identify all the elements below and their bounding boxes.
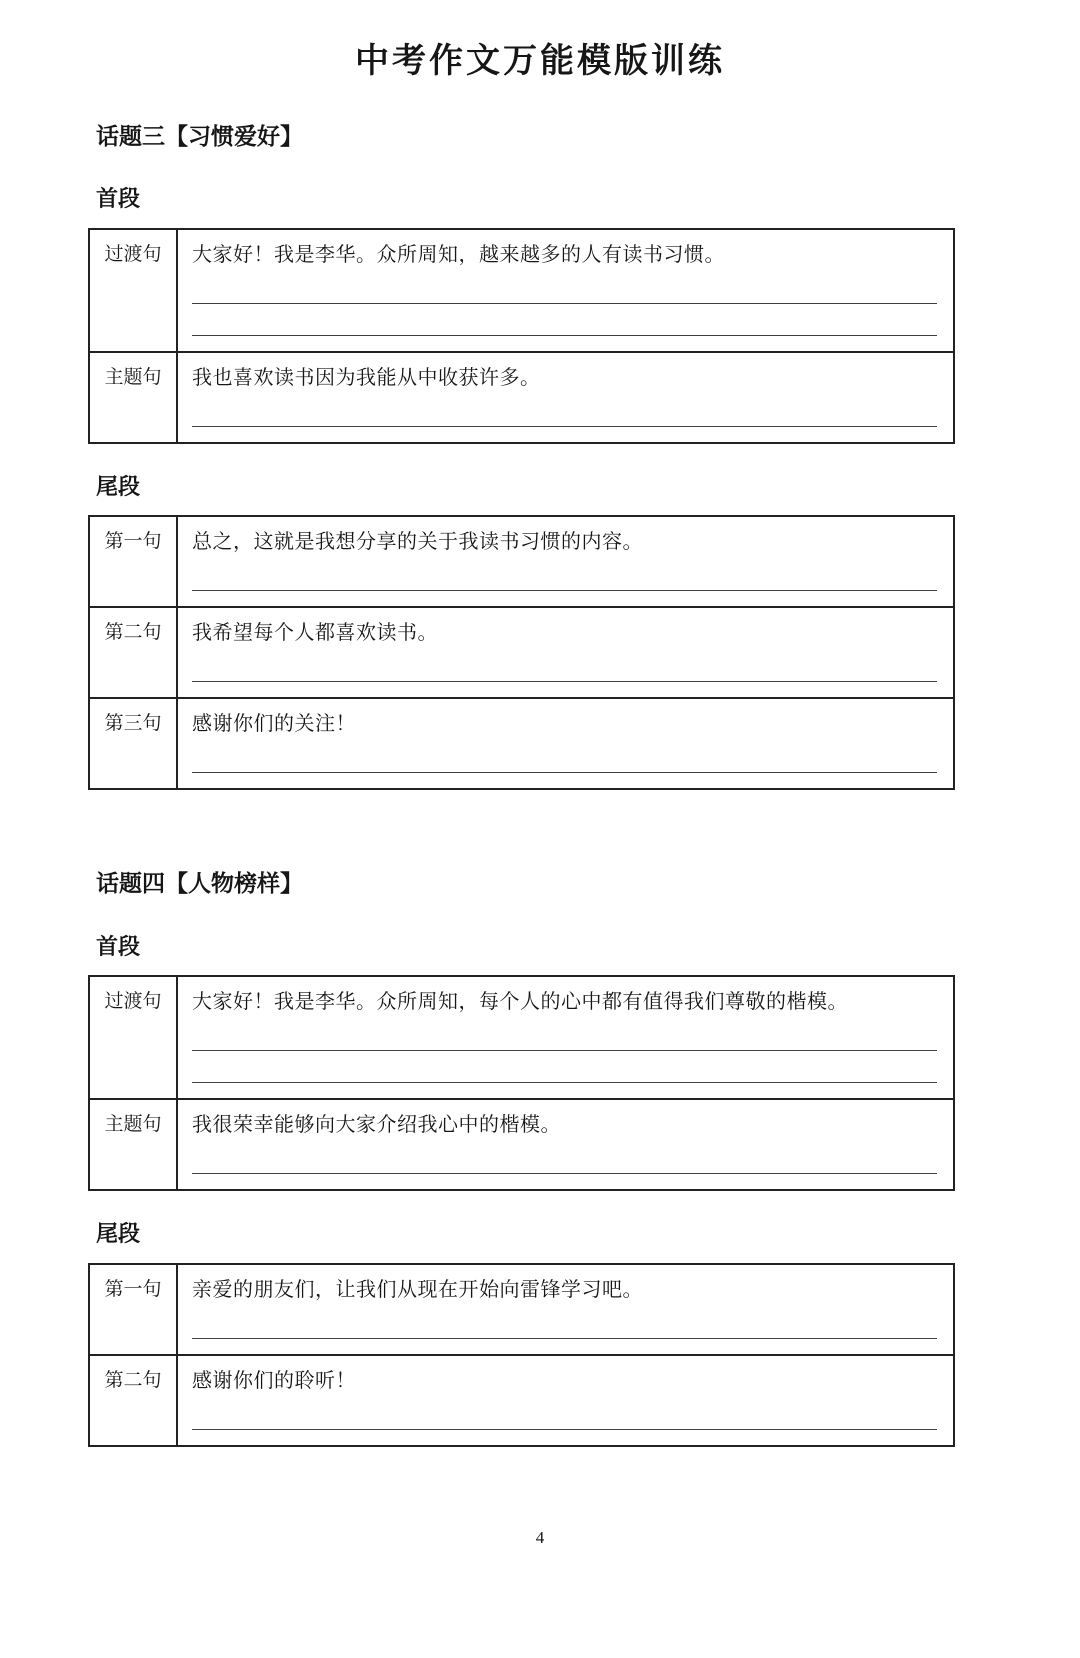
writing-line bbox=[192, 335, 937, 336]
subsection-heading-opening: 首段 bbox=[96, 186, 141, 212]
table-row bbox=[90, 1100, 953, 1189]
sentence-table-topic3-closing bbox=[88, 515, 955, 790]
row-label: 过渡句 bbox=[90, 977, 178, 1098]
sentence-text: 我也喜欢读书因为我能从中收获许多。 bbox=[192, 366, 541, 389]
row-label: 第一句 bbox=[90, 517, 178, 606]
writing-line bbox=[192, 1082, 937, 1083]
writing-line bbox=[192, 590, 937, 591]
subsection-heading-closing: 尾段 bbox=[96, 473, 141, 499]
writing-line bbox=[192, 772, 937, 773]
row-label: 第一句 bbox=[90, 1265, 178, 1354]
sentence-text: 感谢你们的关注！ bbox=[192, 713, 356, 736]
row-label: 第三句 bbox=[90, 699, 178, 788]
writing-line bbox=[192, 1050, 937, 1051]
table-row bbox=[90, 230, 953, 353]
sentence-text: 大家好！我是李华。众所周知，越来越多的人有读书习惯。 bbox=[192, 243, 725, 266]
row-content bbox=[178, 1100, 953, 1189]
table-row bbox=[90, 977, 953, 1100]
sentence-text: 亲爱的朋友们，让我们从现在开始向雷锋学习吧。 bbox=[192, 1278, 643, 1301]
row-label: 第二句 bbox=[90, 1356, 178, 1445]
writing-line bbox=[192, 1429, 937, 1430]
sentence-table-topic4-closing bbox=[88, 1263, 955, 1447]
row-label: 过渡句 bbox=[90, 230, 178, 351]
row-content bbox=[178, 353, 953, 442]
page-content bbox=[0, 123, 1080, 1447]
table-row bbox=[90, 1265, 953, 1356]
writing-line bbox=[192, 1338, 937, 1339]
writing-line bbox=[192, 426, 937, 427]
row-content bbox=[178, 608, 953, 697]
row-content bbox=[178, 517, 953, 606]
table-row bbox=[90, 517, 953, 608]
writing-line bbox=[192, 1173, 937, 1174]
row-content bbox=[178, 977, 953, 1098]
table-row bbox=[90, 353, 953, 442]
sentence-text: 总之，这就是我想分享的关于我读书习惯的内容。 bbox=[192, 531, 643, 554]
row-content bbox=[178, 1356, 953, 1445]
row-content bbox=[178, 699, 953, 788]
table-row bbox=[90, 699, 953, 788]
subsection-heading-opening: 首段 bbox=[96, 933, 141, 959]
sentence-table-topic3-opening bbox=[88, 228, 955, 444]
row-label: 主题句 bbox=[90, 1100, 178, 1189]
row-content bbox=[178, 1265, 953, 1354]
sentence-text: 感谢你们的聆听！ bbox=[192, 1369, 356, 1392]
subsection-heading-closing: 尾段 bbox=[96, 1221, 141, 1247]
section-heading-topic4: 话题四【人物榜样】 bbox=[96, 871, 303, 897]
sentence-text: 大家好！我是李华。众所周知，每个人的心中都有值得我们尊敬的楷模。 bbox=[192, 991, 848, 1014]
page-number: 4 bbox=[535, 1528, 545, 1547]
row-label: 主题句 bbox=[90, 353, 178, 442]
table-row bbox=[90, 1356, 953, 1445]
writing-line bbox=[192, 681, 937, 682]
sentence-table-topic4-opening bbox=[88, 975, 955, 1191]
page-title: 中考作文万能模版训练 bbox=[355, 43, 725, 80]
row-label: 第二句 bbox=[90, 608, 178, 697]
section-heading-topic3: 话题三【习惯爱好】 bbox=[96, 123, 303, 149]
sentence-text: 我希望每个人都喜欢读书。 bbox=[192, 622, 438, 645]
writing-line bbox=[192, 303, 937, 304]
row-content bbox=[178, 230, 953, 351]
sentence-text: 我很荣幸能够向大家介绍我心中的楷模。 bbox=[192, 1114, 561, 1137]
table-row bbox=[90, 608, 953, 699]
